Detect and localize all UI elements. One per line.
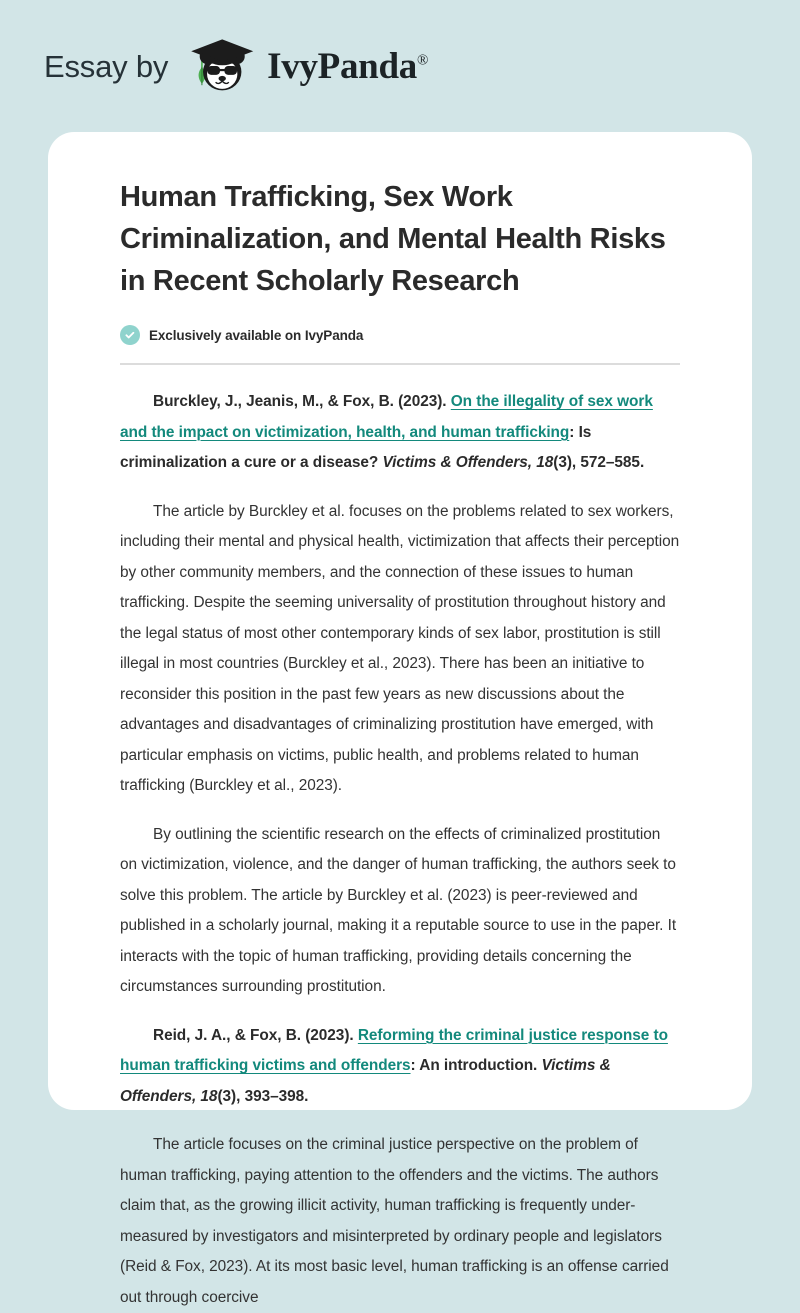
body-paragraph: The article by Burckley et al. focuses on the problems related to sex workers, including their mental and physical health, victimization that affects their perception by other community members, and the connection of these issues to human trafficking. Despite the seeming universality of prostitution throughout history and the legal status of most other contemporary kinds of sex labor, prostitution is still illegal in most countries (Burckley et al., 2023). There has been an initiative to reconsider this position in the past few years as new discussions about the advantages and disadvantages of criminalizing prostitution have emerged, with particular emphasis on victims, public health, and problems related to human trafficking (Burckley et al., 2023). (120, 502, 680, 794)
citation-authors-year: Burckley, J., Jeanis, M., & Fox, B. (2023). (153, 393, 451, 410)
brand-name-text: IvyPanda (267, 45, 417, 87)
reference-citation (120, 387, 680, 479)
citation-journal: Victims & Offenders, (382, 454, 537, 471)
body-paragraph: By outlining the scientific research on the effects of criminalized prostitution on victimization, violence, and the danger of human trafficking, the authors seek to solve this problem. The article by Burckley et al. (2023) is peer-reviewed and published in a scholarly journal, making it a reputable source to use in the paper. It interacts with the topic of human trafficking, providing details concerning the circumstances surrounding prostitution. (120, 825, 677, 995)
exclusive-availability-badge (120, 325, 680, 345)
header-branding (44, 35, 428, 97)
citation-volume: 18 (200, 1087, 218, 1105)
header-divider (120, 363, 680, 365)
registered-trademark-symbol: ® (416, 52, 429, 69)
body-paragraph: The article focuses on the criminal justice perspective on the problem of human trafficking, paying attention to the offenders and the victims. The authors claim that, as the growing illicit activity, human trafficking is frequently under-measured by investigators and misinterpreted by ordinary people and legislators (Reid & Fox, 2023). At its most basic level, human trafficking is an offense carried out through coercive (120, 1136, 669, 1306)
page-title: Human Trafficking, Sex Work Criminalization, and Mental Health Risks in Recent Scholarly Research (120, 181, 666, 297)
site-header (0, 0, 800, 132)
citation-source-link[interactable]: Reforming the criminal justice response to human trafficking victims and offenders (120, 1026, 668, 1074)
check-circle-icon (120, 325, 140, 345)
citation-authors-year: Reid, J. A., & Fox, B. (2023). (153, 1026, 358, 1044)
essay-by-label: Essay by (44, 48, 169, 84)
citation-subtitle: : An introduction. (410, 1057, 542, 1074)
essay-card (48, 132, 752, 1306)
exclusive-availability-label: Exclusively available on IvyPanda (149, 327, 364, 343)
citation-issue-pages: (3), 393–398. (217, 1087, 309, 1105)
ivypanda-wordmark (267, 45, 429, 87)
ivypanda-logo-lockup[interactable] (182, 35, 428, 97)
citation-journal: Victims & Offenders, (120, 1057, 611, 1105)
reference-citation (120, 1021, 680, 1113)
citation-source-link[interactable]: On the illegality of sex work and the impact on victimization, health, and human trafficking (120, 393, 653, 441)
citation-subtitle: : Is criminalization a cure or a disease? (120, 423, 592, 471)
panda-graduate-icon (182, 35, 258, 97)
citation-issue-pages: (3), 572–585. (553, 454, 645, 471)
citation-volume: 18 (536, 454, 554, 471)
